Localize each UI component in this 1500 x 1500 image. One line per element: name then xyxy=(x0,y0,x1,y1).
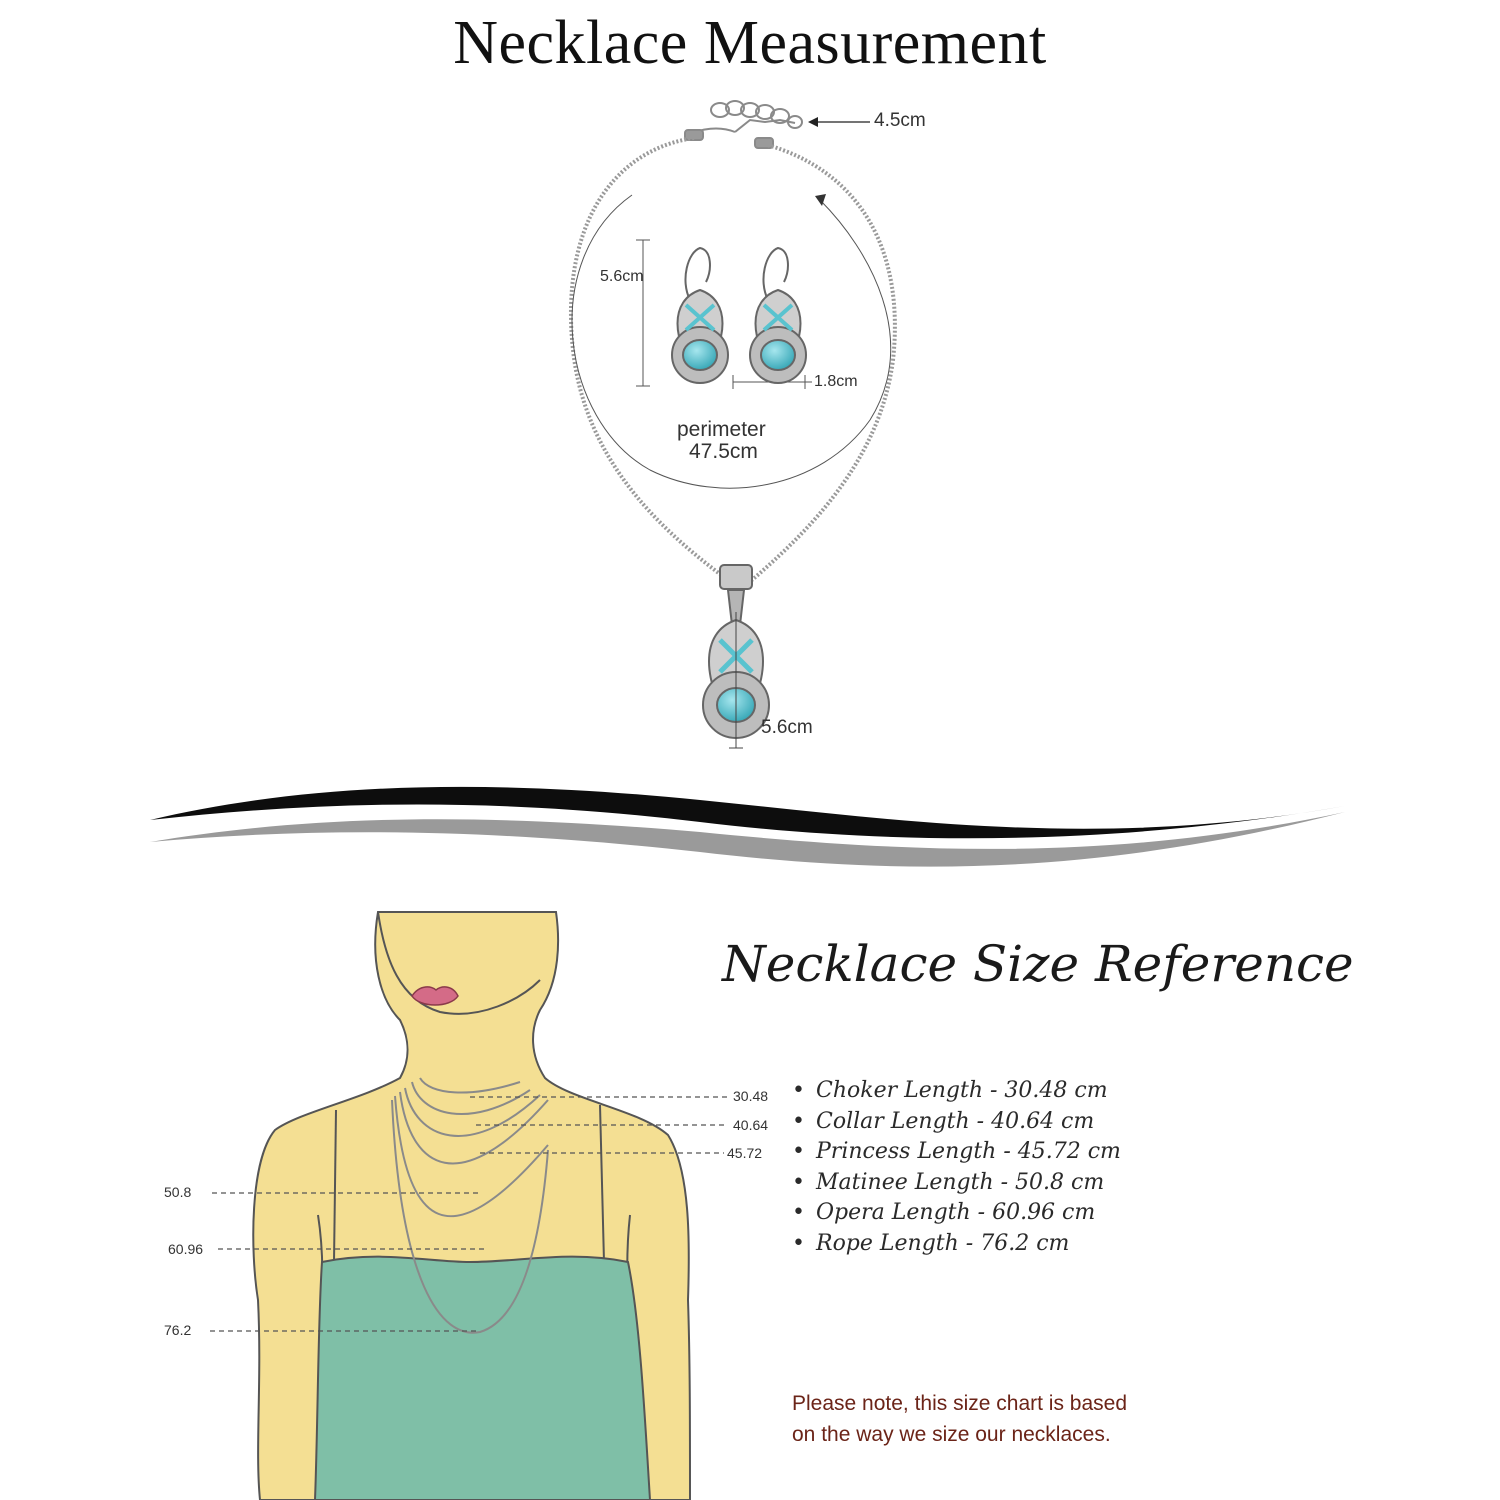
perimeter-label: perimeter xyxy=(677,418,766,441)
size-item-label: Choker Length - 30.48 cm xyxy=(816,1078,1108,1103)
size-item-label: Collar Length - 40.64 cm xyxy=(816,1108,1095,1134)
size-item-label: Matinee Length - 50.8 cm xyxy=(816,1169,1105,1195)
tick-label-60-96: 60.96 xyxy=(168,1241,204,1257)
note-line-2: on the way we size our necklaces. xyxy=(792,1423,1111,1446)
pendant-height-label: 5.6cm xyxy=(761,717,813,738)
tick-label-50-8: 50.8 xyxy=(164,1184,192,1200)
size-item-choker: • Choker Length - 30.48 cm xyxy=(792,1078,1108,1103)
extender-length-label: 4.5cm xyxy=(874,110,926,131)
size-item-label: Rope Length - 76.2 cm xyxy=(816,1230,1070,1256)
size-item-collar: • Collar Length - 40.64 cm xyxy=(792,1108,1095,1134)
earring-width-label: 1.8cm xyxy=(814,373,858,390)
earring-height-label: 5.6cm xyxy=(600,268,644,285)
main-title: Necklace Measurement xyxy=(453,9,1047,77)
size-item-rope: • Rope Length - 76.2 cm xyxy=(792,1230,1070,1256)
size-item-matinee: • Matinee Length - 50.8 cm xyxy=(792,1169,1105,1195)
size-chart-note xyxy=(792,1388,1192,1450)
size-item-label: Opera Length - 60.96 cm xyxy=(816,1200,1096,1225)
tick-label-30-48: 30.48 xyxy=(733,1088,769,1104)
top-garment xyxy=(315,1257,650,1500)
size-list xyxy=(792,1076,1121,1259)
tick-label-45-72: 45.72 xyxy=(727,1145,763,1161)
size-item-opera: • Opera Length - 60.96 cm xyxy=(792,1200,1096,1225)
size-item-princess: • Princess Length - 45.72 cm xyxy=(792,1139,1121,1164)
tick-label-40-64: 40.64 xyxy=(733,1117,769,1133)
size-item-label: Princess Length - 45.72 cm xyxy=(816,1139,1121,1164)
note-line-1: Please note, this size chart is based xyxy=(792,1392,1128,1415)
perimeter-value: 47.5cm xyxy=(689,440,758,463)
lips-icon xyxy=(412,987,458,1005)
tick-label-76-2: 76.2 xyxy=(164,1322,192,1338)
size-reference-title: Necklace Size Reference xyxy=(722,935,1354,993)
